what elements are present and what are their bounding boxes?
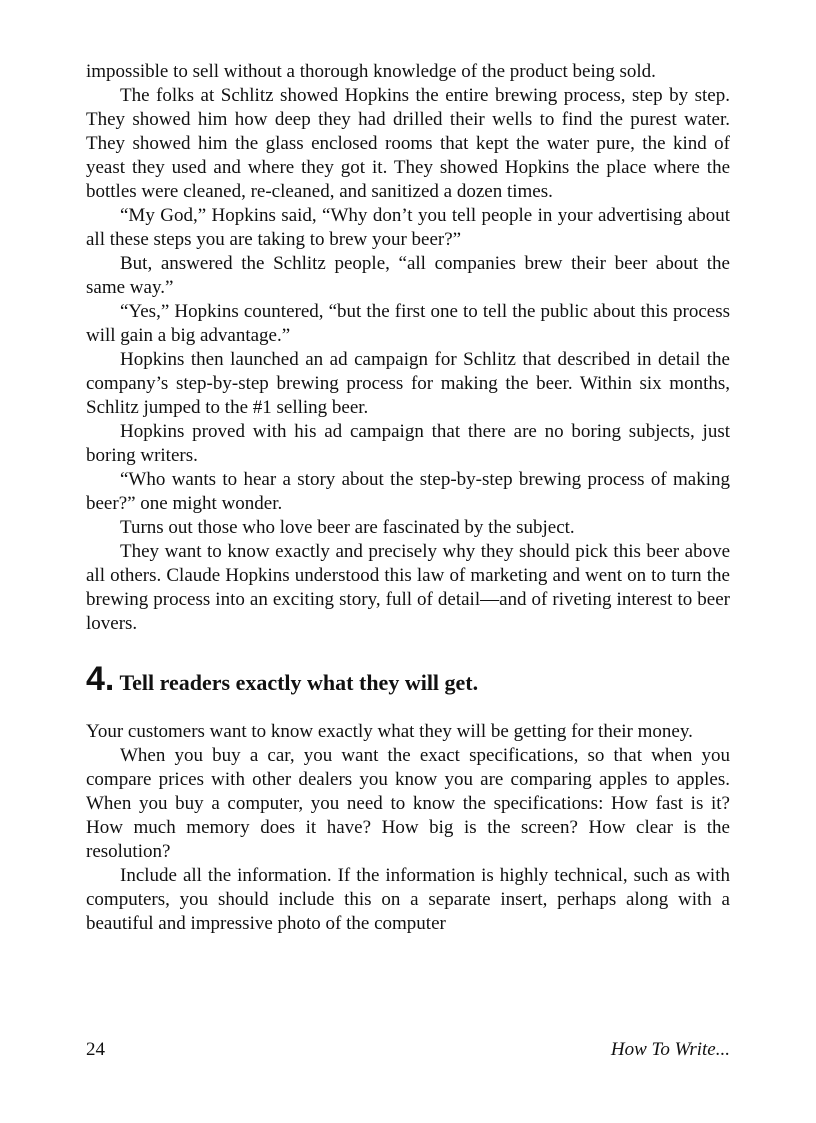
page-number: 24: [86, 1039, 105, 1060]
paragraph: “Who wants to hear a story about the step-by-step brewing process of making beer?” one might wonder.: [86, 469, 730, 514]
paragraph: They want to know exactly and precisely why they should pick this beer above all others. Claude Hopkins understood this law of marketing and went on to turn the brewing process into an exciting story, full of detail—and of riveting interest to beer lovers.: [86, 541, 730, 634]
paragraph: impossible to sell without a thorough knowledge of the product being sold.: [86, 61, 656, 82]
section-number: 4.: [86, 660, 115, 698]
text-block-bottom: [86, 720, 730, 936]
text-block-top: [86, 60, 730, 636]
section-heading: [86, 662, 730, 700]
paragraph: When you buy a car, you want the exact specifications, so that when you compare prices with other dealers you know you are comparing apples to apples. When you buy a computer, you need to know the specifications: How fast is it? How much memory does it have? How big is the screen? How clear is the resolution?: [86, 745, 730, 862]
paragraph: Include all the information. If the information is highly technical, such as with computers, you should include this on a separate insert, perhaps along with a beautiful and impressive photo of the computer: [86, 865, 730, 934]
section-title: Tell readers exactly what they will get.: [119, 670, 479, 695]
paragraph: Your customers want to know exactly what they will be getting for their money.: [86, 721, 693, 742]
paragraph: But, answered the Schlitz people, “all companies brew their beer about the same way.”: [86, 253, 730, 298]
paragraph: Hopkins then launched an ad campaign for Schlitz that described in detail the company’s step-by-step brewing process for making the beer. Within six months, Schlitz jumped to the #1 selling beer.: [86, 349, 730, 418]
page-body: [86, 60, 730, 936]
paragraph: “Yes,” Hopkins countered, “but the first one to tell the public about this process will gain a big advantage.”: [86, 301, 730, 346]
paragraph: Hopkins proved with his ad campaign that there are no boring subjects, just boring writers.: [86, 421, 730, 466]
running-title: How To Write...: [610, 1039, 730, 1060]
paragraph: Turns out those who love beer are fascinated by the subject.: [120, 517, 575, 538]
paragraph: The folks at Schlitz showed Hopkins the entire brewing process, step by step. They showed him how deep they had drilled their wells to find the purest water. They showed him the glass enclosed rooms that kept the water pure, the kind of yeast they used and where they got it. They showed Hopkins the place where the bottles were cleaned, re-cleaned, and sanitized a dozen times.: [86, 85, 730, 202]
paragraph: “My God,” Hopkins said, “Why don’t you tell people in your advertising about all these steps you are taking to brew your beer?”: [86, 205, 730, 250]
